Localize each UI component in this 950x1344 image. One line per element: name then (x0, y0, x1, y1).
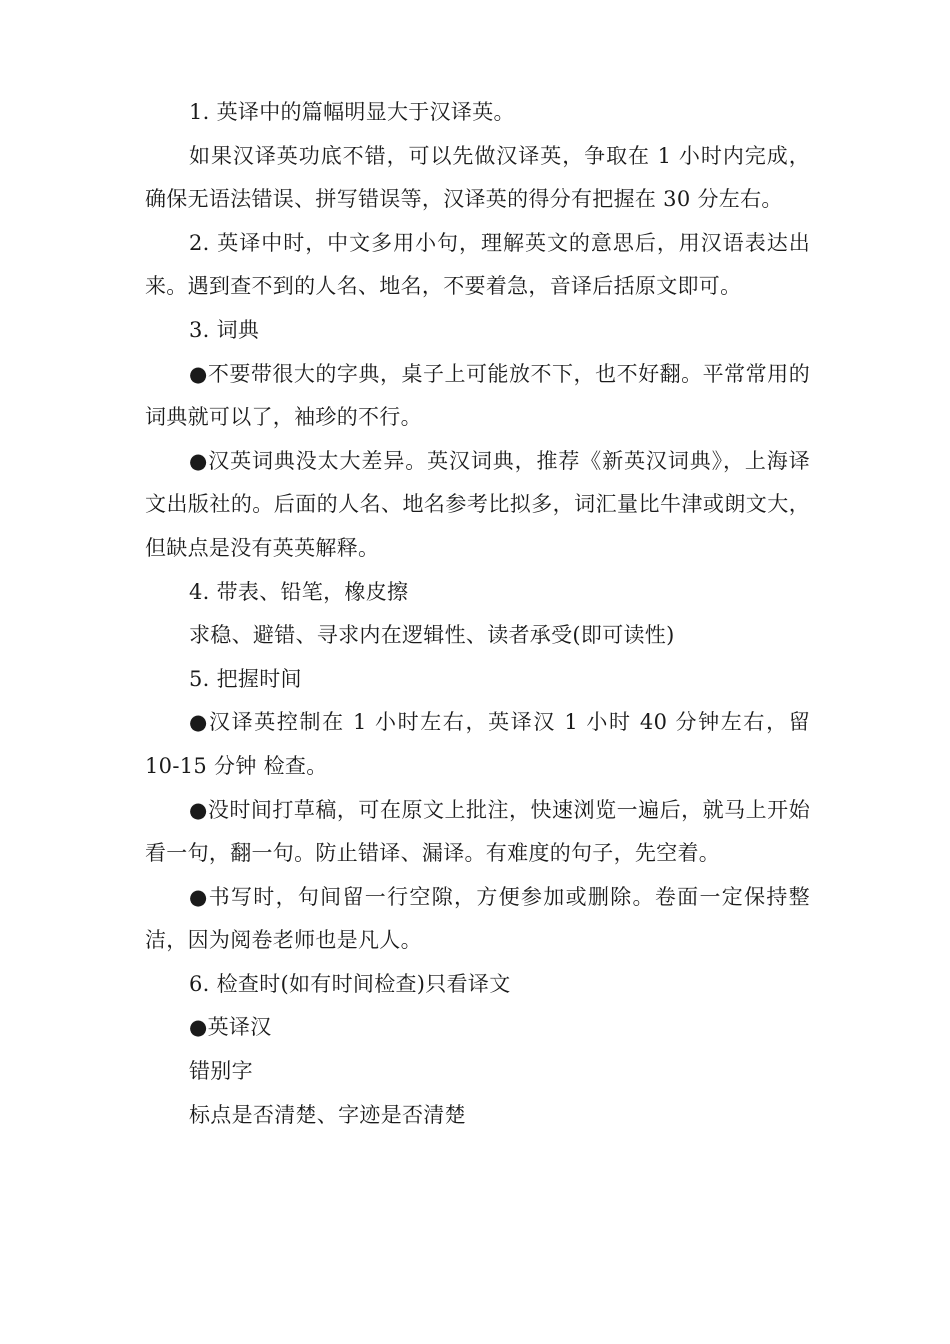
heading-6: 6. 检查时(如有时间检查)只看译文 (189, 971, 511, 996)
paragraph-1: 如果汉译英功底不错，可以先做汉译英，争取在 1 小时内完成，确保无语法错误、拼写错误等，汉译英的得分有把握在 30 分左右。 (145, 143, 810, 212)
bullet-en-to-zh: ●英译汉 (189, 1015, 272, 1040)
document-body (145, 91, 810, 1137)
check-typos: 错别字 (189, 1059, 253, 1084)
heading-1: 1. 英译中的篇幅明显大于汉译英。 (189, 100, 515, 124)
heading-4: 4. 带表、铅笔，橡皮擦 (189, 579, 409, 604)
bullet-time-control: ●汉译英控制在 1 小时左右，英译汉 1 小时 40 分钟左右，留 10-15 分钟 检查。 (145, 710, 810, 778)
bullet-writing: ●书写时，句间留一行空隙，方便参加或删除。卷面一定保持整洁，因为阅卷老师也是凡人。 (145, 884, 810, 953)
bullet-dictionary-size: ●不要带很大的字典，桌子上可能放不下，也不好翻。平常常用的词典就可以了，袖珍的不行。 (145, 361, 810, 430)
check-punctuation: 标点是否清楚、字迹是否清楚 (189, 1102, 466, 1127)
bullet-no-draft: ●没时间打草稿，可在原文上批注，快速浏览一遍后，就马上开始看一句，翻一句。防止错译、漏译。有难度的句子，先空着。 (145, 797, 810, 866)
heading-2: 2. 英译中时，中文多用小句，理解英文的意思后，用汉语表达出来。遇到查不到的人名、地名，不要着急，音译后括原文即可。 (145, 230, 810, 299)
heading-5: 5. 把握时间 (189, 666, 302, 691)
paragraph-principles: 求稳、避错、寻求内在逻辑性、读者承受(即可读性) (189, 623, 675, 648)
heading-3: 3. 词典 (189, 317, 260, 342)
bullet-dictionary-recommendation: ●汉英词典没太大差异。英汉词典，推荐《新英汉词典》，上海译文出版社的。后面的人名、地名参考比拟多，词汇量比牛津或朗文大，但缺点是没有英英解释。 (145, 448, 810, 560)
